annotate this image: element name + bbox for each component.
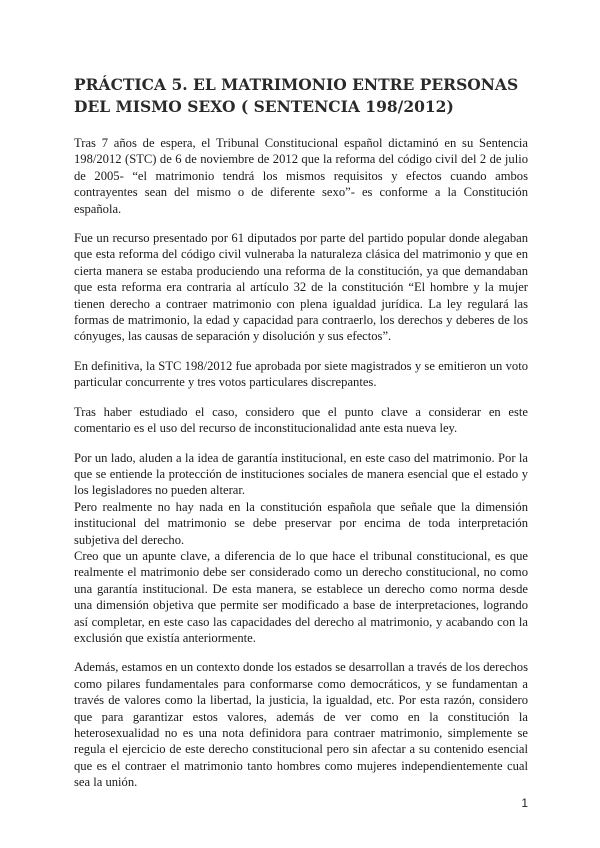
paragraph-apunte-clave: Creo que un apunte clave, a diferencia de lo que hace el tribunal constitucional, es que realmente el matrimonio debe ser considerado como un derecho constitucional, no como una garantía institucional. De esta manera, se establece un derecho como norma desde una dimensión objetiva que permite ser modificado a base de interpretaciones, logrando así completar, en este caso las capacidades del derecho al matrimonio, y acabando con la exclusión que existía anteriormente. [74, 548, 528, 645]
document-body [74, 135, 528, 804]
paragraph-contexto: Además, estamos en un contexto donde los estados se desarrollan a través de los derechos como pilares fundamentales para conformarse como democráticos, y se fundamentan a través de valores como la libertad, la justicia, la igualdad, etc. Por esta razón, considero que para garantizar estos valores, además de ver como en la constitución la heterosexualidad no es una nota definidora para contraer matrimonio, simplemente se regula el ejercicio de este derecho constitucional pero sin afectar a su contenido esencial que es el contraer el matrimonio tanto hombres como mujeres independientemente cual sea la unión. [74, 660, 528, 790]
page-title [74, 74, 544, 118]
paragraph-definitiva: En definitiva, la STC 198/2012 fue aprobada por siete magistrados y se emitieron un voto particular concurrente y tres votos particulares discrepantes. [74, 358, 528, 390]
paragraph-intro: Tras 7 años de espera, el Tribunal Constitucional español dictaminó en su Sentencia 198/2012 (STC) de 6 de noviembre de 2012 que la reforma del código civil del 2 de julio de 2005- “el matrimonio tendrá los mismos requisitos y efectos cuando ambos contrayentes sean del mismo o de diferente sexo”- es conforme a la Constitución española. [74, 136, 528, 216]
page-number: 1 [521, 796, 528, 810]
paragraph-punto-clave: Tras haber estudiado el caso, considero que el punto clave a considerar en este comentario es el uso del recurso de inconstitucionalidad ante esta nueva ley. [74, 404, 528, 436]
paragraph-recurso: Fue un recurso presentado por 61 diputados por parte del partido popular donde alegaban que esta reforma del código civil vulneraba la naturaleza clásica del matrimonio y que en cierta manera se estaba produciendo una reforma de la constitución, ya que demandaban que esta reforma era contraria al artículo 32 de la constitución “El hombre y la mujer tienen derecho a contraer matrimonio con plena igualdad jurídica. La ley regulará las formas de matrimonio, la edad y capacidad para contraerlo, los derechos y deberes de los cónyuges, las causas de separación y disolución y sus efectos”. [74, 231, 528, 344]
paragraph-dimension: Pero realmente no hay nada en la constitución española que señale que la dimensión institucional del matrimonio se debe preservar por encima de toda interpretación subjetiva del derecho. [74, 499, 528, 547]
paragraph-garantia: Por un lado, aluden a la idea de garantía institucional, en este caso del matrimonio. Por la que se entiende la protección de instituciones sociales de manera esencial que el estado y los legisladores no pueden alterar. [74, 450, 528, 498]
title-practice-number: PRÁCTICA 5. [74, 75, 188, 94]
title-text: EL MATRIMONIO ENTRE PERSONAS DEL MISMO SEXO ( SENTENCIA 198/2012) [74, 75, 519, 116]
